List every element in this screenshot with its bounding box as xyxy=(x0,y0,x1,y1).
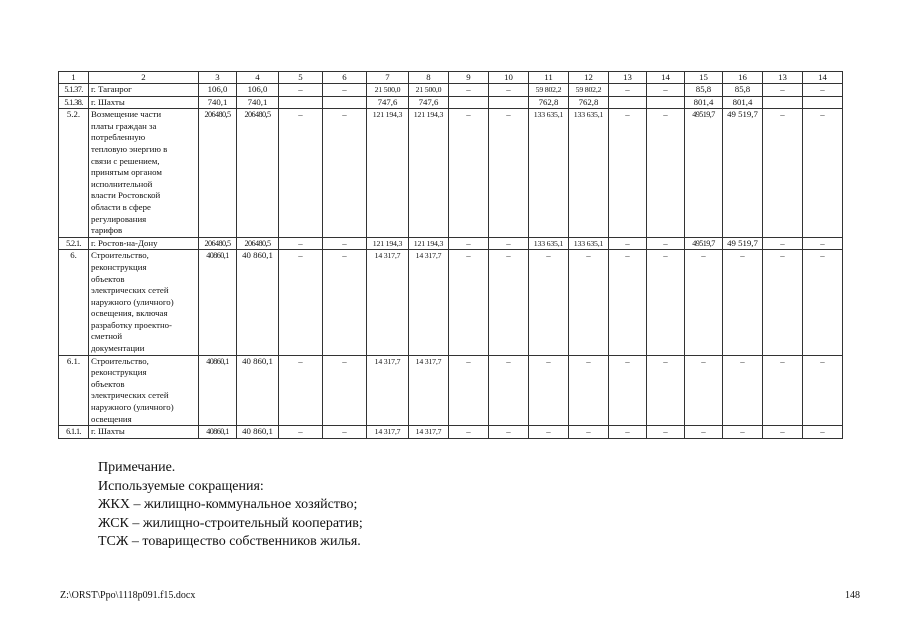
row-number-cell: 5.1.37. xyxy=(59,84,89,97)
value-cell: – xyxy=(569,250,609,355)
value-cell: – xyxy=(449,426,489,439)
value-cell: – xyxy=(685,355,723,426)
value-cell: – xyxy=(723,250,763,355)
value-cell: – xyxy=(279,426,323,439)
header-row xyxy=(59,72,843,84)
value-cell: 59 802,2 xyxy=(529,84,569,97)
value-cell: 21 500,0 xyxy=(367,84,409,97)
value-cell xyxy=(279,96,323,109)
value-cell: 59 802,2 xyxy=(569,84,609,97)
value-cell: – xyxy=(449,355,489,426)
table-row xyxy=(59,84,843,97)
value-cell: 106,0 xyxy=(199,84,237,97)
value-cell: – xyxy=(449,250,489,355)
value-cell: – xyxy=(489,355,529,426)
footer-file-path: Z:\ORST\Ppo\1118p091.f15.docx xyxy=(60,590,196,601)
budget-table xyxy=(58,71,843,439)
value-cell: – xyxy=(609,250,647,355)
value-cell: 40860,1 xyxy=(199,355,237,426)
header-cell: 13 xyxy=(609,72,647,84)
header-cell: 7 xyxy=(367,72,409,84)
value-cell: 40860,1 xyxy=(199,250,237,355)
value-cell: – xyxy=(323,426,367,439)
header-cell: 14 xyxy=(647,72,685,84)
value-cell: 49519,7 xyxy=(685,109,723,238)
value-cell: 40 860,1 xyxy=(237,355,279,426)
header-cell: 8 xyxy=(409,72,449,84)
value-cell: 747,6 xyxy=(367,96,409,109)
value-cell: – xyxy=(489,109,529,238)
value-cell: – xyxy=(323,237,367,250)
note-block xyxy=(98,459,363,552)
note-line: ЖКХ – жилищно-коммунальное хозяйство; xyxy=(98,497,358,512)
value-cell: – xyxy=(609,84,647,97)
header-cell: 12 xyxy=(569,72,609,84)
value-cell: – xyxy=(279,109,323,238)
value-cell: – xyxy=(529,355,569,426)
value-cell: – xyxy=(279,237,323,250)
row-number-cell: 5.2.1. xyxy=(59,237,89,250)
value-cell: – xyxy=(279,250,323,355)
value-cell: – xyxy=(609,237,647,250)
value-cell: – xyxy=(323,250,367,355)
value-cell: 206480,5 xyxy=(199,109,237,238)
table-body xyxy=(59,72,843,439)
value-cell: 206480,5 xyxy=(237,109,279,238)
value-cell: – xyxy=(803,109,843,238)
header-cell: 3 xyxy=(199,72,237,84)
value-cell: 133 635,1 xyxy=(569,237,609,250)
row-name-cell: г. Таганрог xyxy=(89,84,199,97)
value-cell: – xyxy=(323,109,367,238)
value-cell: 801,4 xyxy=(685,96,723,109)
value-cell: – xyxy=(323,84,367,97)
value-cell: – xyxy=(647,250,685,355)
value-cell: 14 317,7 xyxy=(367,250,409,355)
value-cell: 762,8 xyxy=(529,96,569,109)
value-cell: – xyxy=(685,426,723,439)
value-cell: 85,8 xyxy=(685,84,723,97)
value-cell: 206480,5 xyxy=(237,237,279,250)
value-cell: 85,8 xyxy=(723,84,763,97)
table-row xyxy=(59,355,843,426)
value-cell: 133 635,1 xyxy=(529,109,569,238)
note-line: Используемые сокращения: xyxy=(98,478,264,494)
value-cell: – xyxy=(803,237,843,250)
value-cell: – xyxy=(803,426,843,439)
row-number-cell: 5.2. xyxy=(59,109,89,238)
value-cell: – xyxy=(449,84,489,97)
row-name-cell: г. Ростов-на-Дону xyxy=(89,237,199,250)
value-cell: 801,4 xyxy=(723,96,763,109)
value-cell xyxy=(647,96,685,109)
row-number-cell: 6.1.1. xyxy=(59,426,89,439)
row-name-cell: Строительство, реконструкция объектов электрических сетей наружного (уличного) освещения, включая разработку проектно- сметной документации xyxy=(89,250,199,355)
value-cell: – xyxy=(449,109,489,238)
value-cell: 121 194,3 xyxy=(367,237,409,250)
note-title: Примечание. xyxy=(98,460,176,475)
value-cell: 40 860,1 xyxy=(237,426,279,439)
header-cell: 10 xyxy=(489,72,529,84)
table-row xyxy=(59,237,843,250)
value-cell: – xyxy=(647,237,685,250)
value-cell: 740,1 xyxy=(199,96,237,109)
table-row xyxy=(59,250,843,355)
value-cell: 14 317,7 xyxy=(409,250,449,355)
value-cell: 740,1 xyxy=(237,96,279,109)
value-cell: – xyxy=(803,250,843,355)
value-cell: – xyxy=(609,109,647,238)
value-cell: 14 317,7 xyxy=(409,355,449,426)
header-cell: 11 xyxy=(529,72,569,84)
value-cell: – xyxy=(803,355,843,426)
table-row xyxy=(59,426,843,439)
value-cell: 133 635,1 xyxy=(569,109,609,238)
header-cell: 2 xyxy=(89,72,199,84)
value-cell: 49 519,7 xyxy=(723,237,763,250)
value-cell: – xyxy=(647,426,685,439)
value-cell: – xyxy=(803,84,843,97)
row-name-cell: Возмещение части платы граждан за потребленную тепловую энергию в связи с решением, принятым органом исполнительной власти Ростовской области в сфере регулирования тарифов xyxy=(89,109,199,238)
value-cell: 106,0 xyxy=(237,84,279,97)
value-cell: 49519,7 xyxy=(685,237,723,250)
header-cell: 9 xyxy=(449,72,489,84)
header-cell: 13 xyxy=(763,72,803,84)
value-cell: – xyxy=(489,250,529,355)
row-name-cell: г. Шахты xyxy=(89,96,199,109)
header-cell: 5 xyxy=(279,72,323,84)
value-cell: 14 317,7 xyxy=(409,426,449,439)
value-cell: – xyxy=(723,355,763,426)
value-cell: – xyxy=(489,237,529,250)
value-cell: – xyxy=(609,355,647,426)
value-cell xyxy=(323,96,367,109)
value-cell: 21 500,0 xyxy=(409,84,449,97)
row-name-cell: Строительство, реконструкция объектов электрических сетей наружного (уличного) освещения xyxy=(89,355,199,426)
value-cell: – xyxy=(279,355,323,426)
value-cell: 133 635,1 xyxy=(529,237,569,250)
value-cell: – xyxy=(647,355,685,426)
row-number-cell: 6.1. xyxy=(59,355,89,426)
value-cell xyxy=(449,96,489,109)
value-cell: 747,6 xyxy=(409,96,449,109)
value-cell xyxy=(489,96,529,109)
value-cell: – xyxy=(723,426,763,439)
header-cell: 15 xyxy=(685,72,723,84)
value-cell: 121 194,3 xyxy=(367,109,409,238)
value-cell: – xyxy=(609,426,647,439)
row-number-cell: 5.1.38. xyxy=(59,96,89,109)
value-cell: 14 317,7 xyxy=(367,355,409,426)
value-cell: – xyxy=(529,250,569,355)
header-cell: 16 xyxy=(723,72,763,84)
value-cell: 49 519,7 xyxy=(723,109,763,238)
value-cell: 121 194,3 xyxy=(409,237,449,250)
value-cell: 14 317,7 xyxy=(367,426,409,439)
note-line: ЖСК – жилищно-строительный кооператив; xyxy=(98,515,363,531)
value-cell: – xyxy=(685,250,723,355)
value-cell: – xyxy=(763,355,803,426)
value-cell: 121 194,3 xyxy=(409,109,449,238)
value-cell: – xyxy=(489,84,529,97)
value-cell: – xyxy=(323,355,367,426)
value-cell: – xyxy=(569,355,609,426)
header-cell: 1 xyxy=(59,72,89,84)
header-cell: 14 xyxy=(803,72,843,84)
value-cell: – xyxy=(763,109,803,238)
value-cell: – xyxy=(763,237,803,250)
note-line: ТСЖ – товарищество собственников жилья. xyxy=(98,534,361,549)
table-row xyxy=(59,96,843,109)
value-cell: – xyxy=(569,426,609,439)
value-cell: – xyxy=(647,84,685,97)
value-cell: 762,8 xyxy=(569,96,609,109)
header-cell: 4 xyxy=(237,72,279,84)
value-cell: – xyxy=(489,426,529,439)
value-cell: – xyxy=(763,84,803,97)
header-cell: 6 xyxy=(323,72,367,84)
page-number: 148 xyxy=(845,590,860,601)
value-cell: – xyxy=(279,84,323,97)
value-cell xyxy=(609,96,647,109)
value-cell: – xyxy=(763,426,803,439)
value-cell xyxy=(803,96,843,109)
value-cell: – xyxy=(763,250,803,355)
value-cell: 40860,1 xyxy=(199,426,237,439)
table-row xyxy=(59,109,843,238)
value-cell: – xyxy=(529,426,569,439)
value-cell: – xyxy=(449,237,489,250)
value-cell: – xyxy=(647,109,685,238)
row-number-cell: 6. xyxy=(59,250,89,355)
value-cell: 40 860,1 xyxy=(237,250,279,355)
value-cell: 206480,5 xyxy=(199,237,237,250)
value-cell xyxy=(763,96,803,109)
row-name-cell: г. Шахты xyxy=(89,426,199,439)
